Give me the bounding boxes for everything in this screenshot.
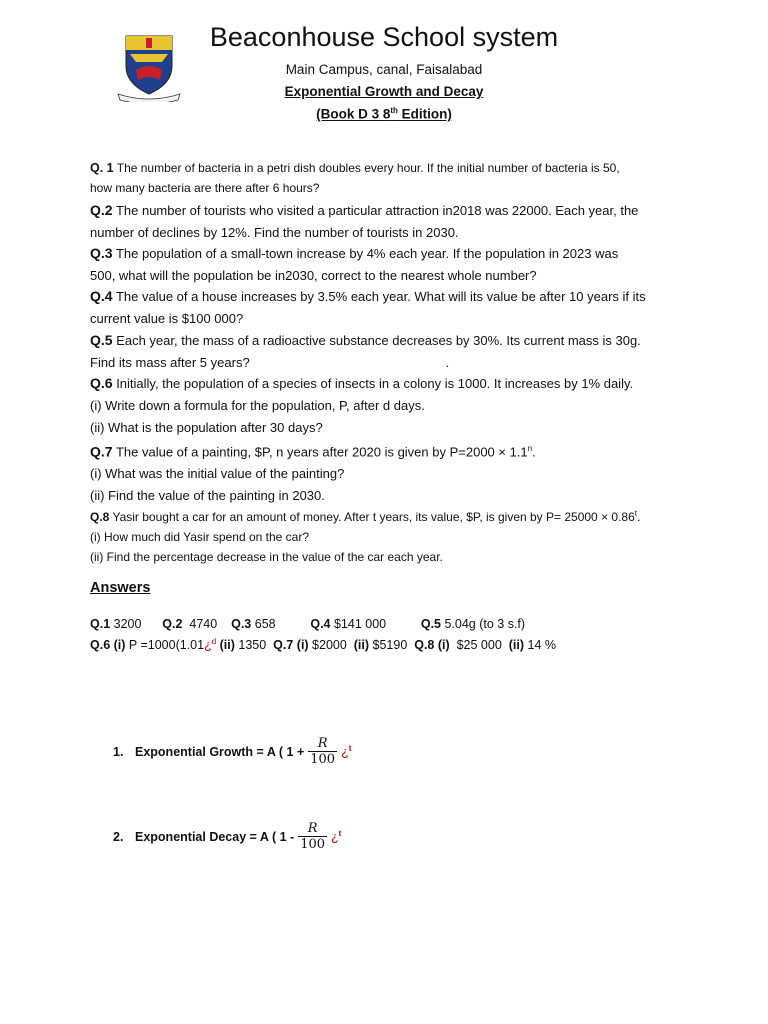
question-6: Q.6 Initially, the population of a species of insects in a colony is 1000. It increases by 1% daily. (i) Write down a formula for the population, P, after d days. (ii) What is the population after 30 days? bbox=[90, 375, 634, 435]
book-edition: (Book D 3 8th Edition) bbox=[316, 106, 452, 122]
question-7: Q.7 The value of a painting, $P, n years after 2020 is given by $P=2000 \times 1.1^n$. (i) What was the initial value of the painting? (ii) Find the value of the painting in 2030. bbox=[90, 443, 536, 504]
fraction-r-over-100: $\frac{R}{100}$ bbox=[310, 736, 336, 767]
question-4: Q.4 The value of a house increases by 3.5% each year. What will its value be after 10 years if its current value is $100 000? bbox=[90, 288, 646, 326]
campus-line: Main Campus, canal, Faisalabad bbox=[285, 62, 483, 77]
formula-growth: 1. Exponential Growth = A ( 1 + $\frac{R}{100}$ ¿ $^t$ bbox=[113, 736, 352, 767]
question-3: Q.3 The population of a small-town increase by 4% each year. If the population in 2023 was 500, what will the population be in2030, correct to the nearest whole number? bbox=[90, 245, 619, 283]
answers-row-1: Q.1 3200 Q.2 4740 Q.3 658 Q.4 $141 000 Q.5 5.04g (to 3 s.f) bbox=[90, 617, 526, 631]
school-name: Beaconhouse School system bbox=[209, 22, 559, 52]
question-1: Q. 1 The number of bacteria in a petri dish doubles every hour. If the initial number of bacteria is 50, how many bacteria are there after 6 hours? bbox=[90, 161, 620, 195]
formula-decay: 2. Exponential Decay = A ( 1 - $\frac{R}{100}$ ¿ $^t$ bbox=[113, 821, 342, 852]
question-5: Q.5 Each year, the mass of a radioactive substance decreases by 30%. Its current mass is 30g. Find its mass after 5 years? . bbox=[90, 332, 641, 370]
topic-title: Exponential Growth and Decay bbox=[284, 84, 484, 99]
answers-row-2: Q.6 (i) P =1000(1.01¿$^d$ (ii) 1350 Q.7 (i) $2000 (ii) $5190 Q.8 (i) $25 000 (ii) 14 % bbox=[90, 637, 556, 653]
question-2: Q.2 The number of tourists who visited a particular attraction in2018 was 22000. Each year, the number of declines by 12%. Find the number of tourists in 2030. bbox=[90, 202, 639, 240]
answers-heading: Answers bbox=[90, 580, 151, 596]
question-8: Q.8 Yasir bought a car for an amount of money. After t years, its value, $P, is given by $P= 25000 \times 0.86^t$. (i) How much did Yasir spend on the car? (ii) Find the percentage decrease in the value of the car each year. bbox=[90, 509, 641, 564]
fraction-r-over-100: $\frac{R}{100}$ bbox=[300, 821, 326, 852]
